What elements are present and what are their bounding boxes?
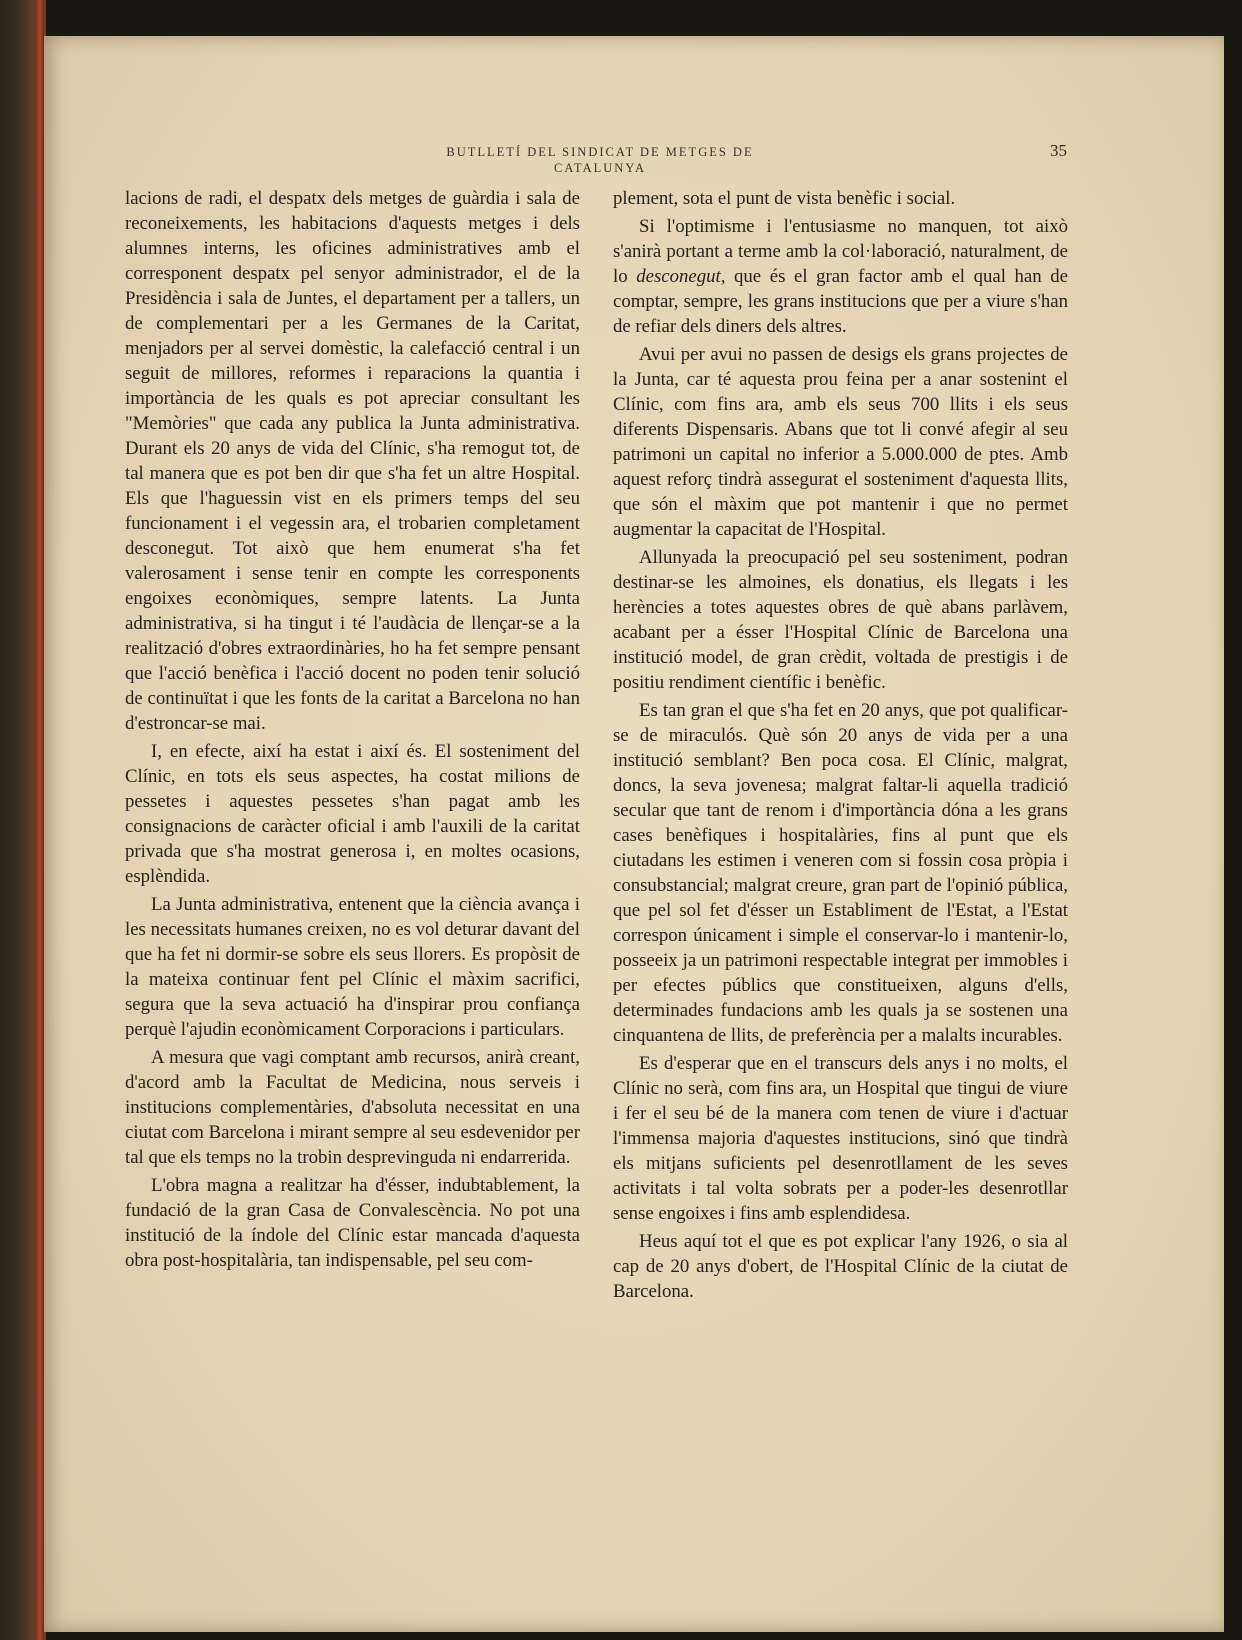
paragraph: A mesura que vagi comptant amb recursos, anirà creant, d'acord amb la Facultat de Medicina, nous serveis i institucions complementàries, d'absoluta necessitat en una ciutat com Barcelona i mirant sempre al seu esdevenidor per tal que els temps no la trobin desprevinguda ni endarrerida.	[125, 1047, 580, 1168]
paragraph: Heus aquí tot el que es pot explicar l'any 1926, o sia al cap de 20 anys d'obert, de l'Hospital Clínic de la ciutat de Barcelona.	[613, 1231, 1068, 1302]
paragraph: Es tan gran el que s'ha fet en 20 anys, que pot qualificar-se de miraculós. Què són 20 anys de vida per a una institució semblant? Ben poca cosa. El Clínic, malgrat, doncs, la seva jovenesa; malgrat faltar-li aquella tradició secular que tant de renom i d'importància dóna a les grans cases benèfiques i hospitalàries, fins al punt que els ciutadans les estimen i veneren com si fossin cosa pròpia i consubstancial; malgrat creure, gran part de l'opinió pública, que pel sol fet d'ésser un Establiment de l'Estat, a l'Estat correspon únicament i simple el conservar-lo i mantenir-lo, posseeix ja un patrimoni respectable integrat per immobles i per efectes públics que constitueixen, alguns d'ells, determinades fundacions amb les quals ja se sostenen una cinquantena de llits, de preferència per a malalts incurables.	[613, 700, 1068, 1046]
left-column	[125, 186, 580, 1273]
paragraph-with-italic	[613, 214, 1068, 339]
paragraph: plement, sota el punt de vista benèfic i social.	[613, 188, 956, 209]
paragraph: Allunyada la preocupació pel seu sosteniment, podran destinar-se les almoines, els donatius, els llegats i les herències a totes aquestes obres de què abans parlàvem, acabant per a ésser l'Hospital Clínic de Barcelona una institució model, de gran crèdit, voltada de prestigis i de positiu rendiment científic i benèfic.	[613, 547, 1068, 693]
paragraph: I, en efecte, així ha estat i així és. El sosteniment del Clínic, en tots els seus aspectes, ha costat milions de pessetes i aquestes pessetes s'han pagat amb les consignacions de caràcter oficial i amb l'auxili de la caritat privada que s'ha mostrat generosa i, en moltes ocasions, esplèndida.	[125, 741, 580, 887]
italic-term: desconegut,	[636, 266, 726, 287]
running-title: BUTLLETÍ DEL SINDICAT DE METGES DE CATALUNYA	[446, 145, 754, 175]
paragraph: L'obra magna a realitzar ha d'ésser, indubtablement, la fundació de la gran Casa de Convalescència. No pot una institució de la índole del Clínic estar mancada d'aquesta obra post-hospitalària, tan indispensable, pel seu com-	[125, 1175, 580, 1271]
binding-edge	[36, 0, 44, 1640]
text-run: que és el gran factor amb el qual han de comptar, sempre, les grans institucions que per a viure s'han de refiar dels diners dels altres.	[613, 266, 1068, 337]
paragraph: lacions de radi, el despatx dels metges de guàrdia i sala de reconeixements, les habitacions d'aquests metges i dels alumnes interns, les oficines administratives amb el corresponent despatx pel senyor administrador, el de la Presidència i sala de Juntes, el departament per a tallers, un de complementari per a les Germanes de la Caritat, menjadors per al servei domèstic, la calefacció central i un seguit de millores, reformes i reparacions la quantia i importància de les quals es pot apreciar consultant les "Memòries" que cada any publica la Junta administrativa. Durant els 20 anys de vida del Clínic, s'ha remogut tot, de tal manera que es pot ben dir que s'ha fet un altre Hospital. Els que l'haguessin vist en els primers temps del seu funcionament i el vegessin ara, el trobarien completament desconegut. Tot això que hem enumerat s'ha fet valerosament i sense tenir en compte les corresponents engoixes econòmiques, sempre latents. La Junta administrativa, si ha tingut i té l'audàcia de llençar-se a la realització d'obres extraordinàries, ho ha fet sempre pensant que l'acció benèfica i l'acció docent no poden tenir solució de continuïtat i que les fonts de la caritat a Barcelona no han d'estroncar-se mai.	[125, 188, 580, 734]
paragraph: La Junta administrativa, entenent que la ciència avança i les necessitats humanes creixen, no es vol deturar davant del que ha fet ni dormir-se sobre els seus llorers. Es propòsit de la mateixa continuar fent pel Clínic el màxim sacrifici, segura que la seva actuació ha d'inspirar prou confiança perquè l'ajudin econòmicament Corporacions i particulars.	[125, 894, 580, 1040]
paragraph: Avui per avui no passen de desigs els grans projectes de la Junta, car té aquesta prou feina per a anar sostenint el Clínic, com fins ara, amb els seus 700 llits i els seus diferents Dispensaris. Abans que tot li convé afegir al seu patrimoni un capital no inferior a 5.000.000 de ptes. Amb aquest reforç tindrà assegurat el sosteniment d'aquesta llits, que són el màxim que pot mantenir i que no permet augmentar la capacitat de l'Hospital.	[613, 344, 1068, 540]
page-number: 35	[1050, 141, 1067, 160]
paragraph: Es d'esperar que en el transcurs dels anys i no molts, el Clínic no serà, com fins ara, un Hospital que tingui de viure i fer el seu bé de la manera com tenen de viure i d'actuar l'immensa majoria d'aquestes institucions, sinó que tindrà els mitjans suficients pel desenrotllament de les seves activitats i tal volta sobrats per a poder-les desenrotllar sense engoixes i fins amb esplendidesa.	[613, 1053, 1068, 1224]
text-run: Si l'optimisme i l'entusiasme no manquen, tot això s'anirà portant a terme amb la col·laboració, naturalment, de lo	[613, 216, 1068, 287]
right-column	[613, 186, 1068, 1304]
